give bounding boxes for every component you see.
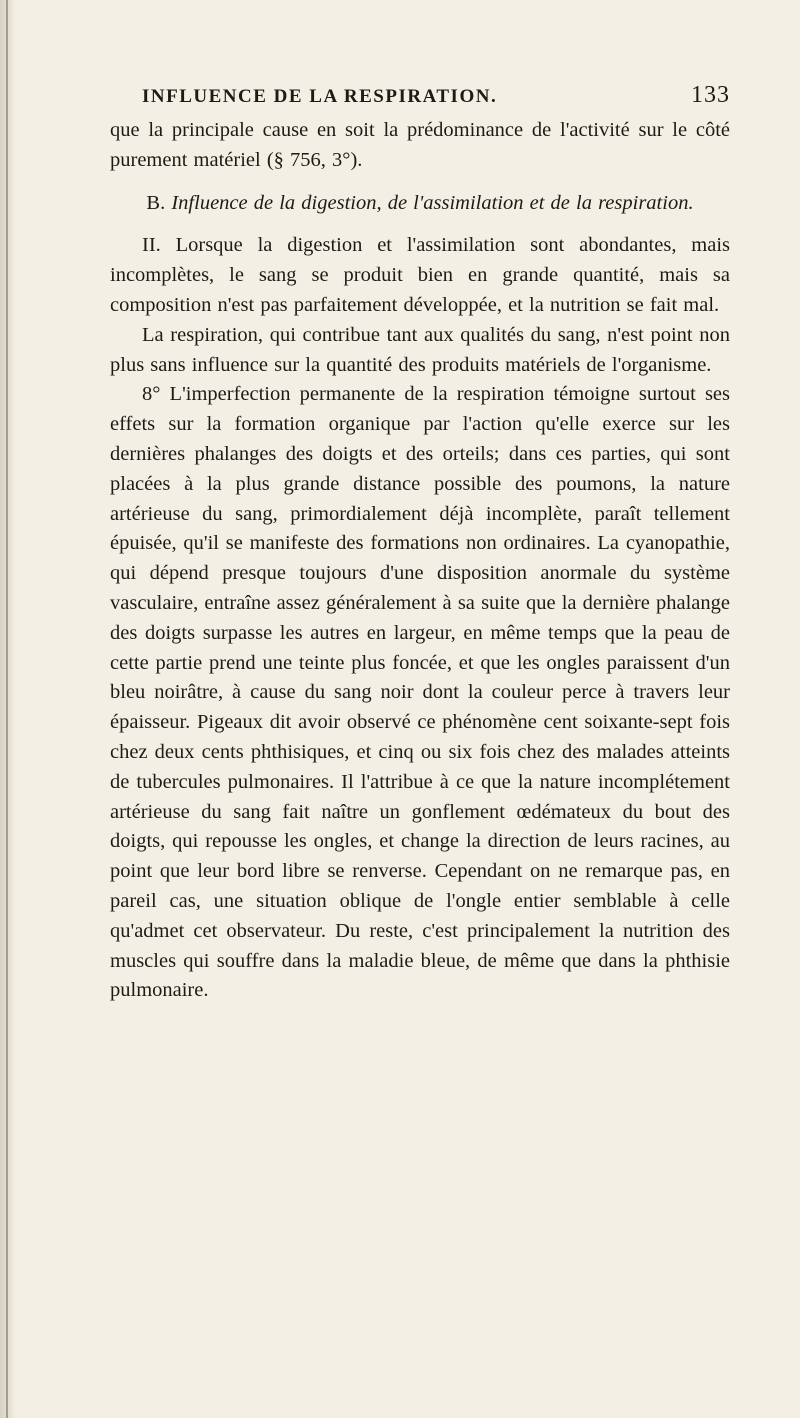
book-gutter xyxy=(0,0,16,1418)
paragraph-eight: 8° L'imperfection permanente de la respiration témoigne surtout ses effets sur la formation organique par l'action qu'elle exerce sur les dernières phalanges des doigts et des orteils; dans ces parties, qui sont placées à la plus grande distance possible des poumons, la nature artérieuse du sang, primordialement déjà incomplète, paraît tellement épuisée, qu'il se manifeste des formations non ordinaires. La cyanopathie, qui dépend presque toujours d'une disposition anormale du système vasculaire, entraîne assez généralement à sa suite que la dernière phalange des doigts surpasse les autres en largeur, en même temps que la peau de cette partie prend une teinte plus foncée, et que les ongles paraissent d'un bleu noirâtre, à cause du sang noir dont la couleur perce à travers leur épaisseur. Pigeaux dit avoir observé ce phénomène cent soixante-sept fois chez deux cents phthisiques, et cinq ou six fois chez des malades atteints de tubercules pulmonaires. Il l'attribue à ce que la nature incomplétement artérieuse du sang fait naître un gonflement œdémateux du bout des doigts, qui repousse les ongles, et change la direction de leurs racines, au point que leur bord libre se renverse. Cependant on ne remarque pas, en pareil cas, une situation oblique de l'ongle entier semblable à celle qu'admet cet observateur. Du reste, c'est principalement la nutrition des muscles qui souffre dans la maladie bleue, de même que dans la phthisie pulmonaire. xyxy=(110,383,730,1002)
paragraph-respiration: La respiration, qui contribue tant aux qualités du sang, n'est point non plus sans influence sur la quantité des produits matériels de l'organisme. xyxy=(110,323,730,376)
gutter-shadow-line xyxy=(6,0,8,1418)
running-head xyxy=(110,82,730,112)
paragraph-intro: que la principale cause en soit la prédominance de l'activité sur le côté purement matériel (§ 756, 3°). xyxy=(110,119,730,171)
page-body xyxy=(110,116,730,1006)
section-heading xyxy=(110,189,730,219)
section-title: Influence de la digestion, de l'assimilation et de la respiration. xyxy=(171,191,694,214)
section-letter: B. xyxy=(146,191,166,214)
book-page xyxy=(110,82,730,1006)
running-head-title: INFLUENCE DE LA RESPIRATION. xyxy=(142,86,498,107)
paragraph-ii: II. Lorsque la digestion et l'assimilation sont abondantes, mais incomplètes, le sang se produit bien en grande quantité, mais sa composition n'est pas parfaitement développée, et la nutrition se fait mal. xyxy=(110,234,730,316)
page-number: 133 xyxy=(691,82,730,108)
